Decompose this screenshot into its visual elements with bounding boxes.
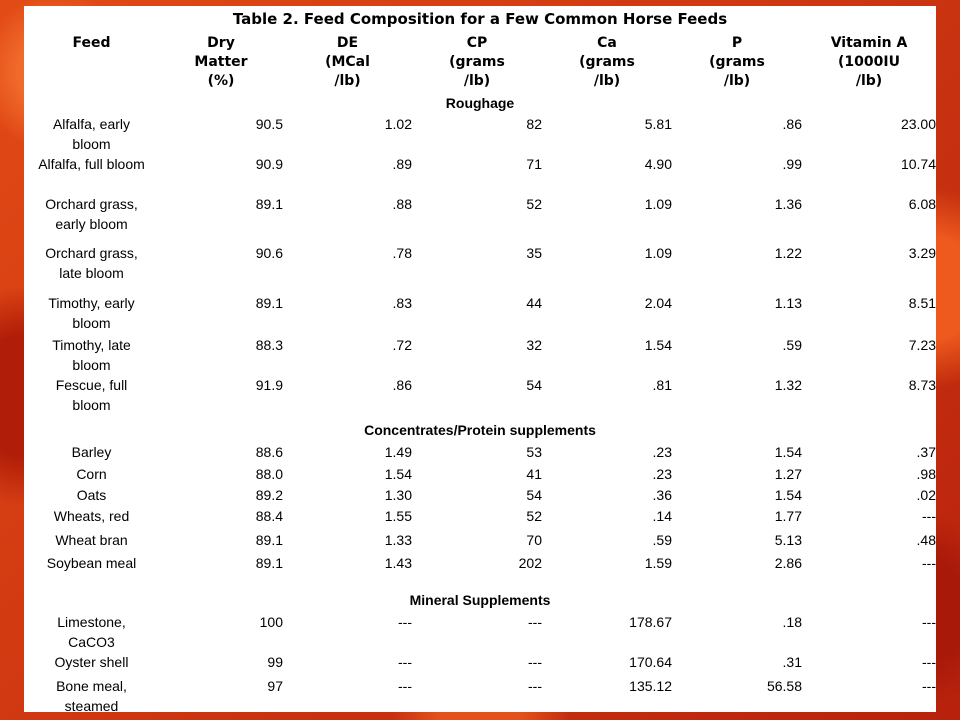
- vitamin-a-cell: 6.08: [908, 196, 937, 212]
- vitamin-a-cell: 8.73: [908, 377, 937, 393]
- p-cell: 1.36: [774, 196, 802, 212]
- feed-composition-table: [24, 6, 936, 720]
- dry-matter-cell: 89.1: [255, 295, 283, 311]
- ca-cell: .23: [652, 444, 672, 460]
- ca-cell: .36: [652, 487, 672, 503]
- table-row: [24, 243, 936, 293]
- feed-name-cell: Limestone, CaCO3: [57, 614, 126, 650]
- dry-matter-cell: 89.1: [255, 555, 283, 571]
- dry-matter-cell: 97: [267, 678, 283, 694]
- column-header-cp: CP (grams /lb): [449, 35, 505, 89]
- table-row: [24, 194, 936, 243]
- vitamin-a-cell: ---: [922, 678, 937, 694]
- de-cell: 1.30: [384, 487, 412, 503]
- p-cell: 1.77: [774, 508, 802, 524]
- feed-name-cell: Oats: [76, 487, 107, 503]
- column-header-de: DE (MCal /lb): [325, 35, 370, 89]
- ca-cell: 5.81: [644, 116, 672, 132]
- feed-name-cell: Oyster shell: [54, 654, 129, 670]
- p-cell: 1.32: [774, 377, 802, 393]
- vitamin-a-cell: ---: [922, 654, 937, 670]
- ca-cell: 4.90: [644, 156, 672, 172]
- table-row: [24, 612, 936, 652]
- p-cell: 2.86: [774, 555, 802, 571]
- cp-cell: 41: [526, 466, 542, 482]
- ca-cell: 170.64: [629, 654, 672, 670]
- cp-cell: 44: [526, 295, 542, 311]
- vitamin-a-cell: 7.23: [908, 337, 937, 353]
- p-cell: .59: [782, 337, 802, 353]
- dry-matter-cell: 88.6: [255, 444, 283, 460]
- p-cell: 1.13: [774, 295, 802, 311]
- table-row: [24, 375, 936, 415]
- section-label-roughage: Roughage: [445, 95, 515, 111]
- de-cell: .78: [392, 245, 412, 261]
- de-cell: ---: [398, 654, 412, 670]
- feed-name-cell: Alfalfa, early bloom: [52, 116, 131, 152]
- column-header-vitamin-a: Vitamin A (1000IU /lb): [830, 35, 908, 89]
- content-panel: [24, 6, 936, 712]
- ca-cell: .14: [652, 508, 672, 524]
- cp-cell: 70: [526, 532, 542, 548]
- ca-cell: .23: [652, 466, 672, 482]
- dry-matter-cell: 88.0: [255, 466, 283, 482]
- vitamin-a-cell: ---: [922, 555, 937, 571]
- ca-cell: .59: [652, 532, 672, 548]
- vitamin-a-cell: 10.74: [900, 156, 937, 172]
- dry-matter-cell: 100: [259, 614, 283, 630]
- ca-cell: 135.12: [629, 678, 672, 694]
- dry-matter-cell: 89.1: [255, 532, 283, 548]
- p-cell: 1.54: [774, 444, 802, 460]
- vitamin-a-cell: 8.51: [908, 295, 937, 311]
- table-row: [24, 114, 936, 154]
- feed-name-cell: Orchard grass, late bloom: [45, 245, 138, 281]
- vitamin-a-cell: .37: [916, 444, 937, 460]
- p-cell: .18: [782, 614, 802, 630]
- cp-cell: ---: [528, 654, 542, 670]
- column-header-ca: Ca (grams /lb): [579, 35, 635, 89]
- feed-name-cell: Soybean meal: [46, 555, 137, 571]
- ca-cell: .81: [652, 377, 672, 393]
- vitamin-a-cell: .48: [916, 532, 937, 548]
- table-row: [24, 154, 936, 194]
- p-cell: .99: [782, 156, 802, 172]
- de-cell: .89: [392, 156, 412, 172]
- ca-cell: 1.09: [644, 196, 672, 212]
- cp-cell: 53: [526, 444, 542, 460]
- table-row: [24, 335, 936, 375]
- cp-cell: 202: [518, 555, 542, 571]
- section-row-minerals: [24, 581, 936, 612]
- feed-name-cell: Fescue, full bloom: [55, 377, 128, 413]
- cp-cell: 52: [526, 196, 542, 212]
- feed-name-cell: Wheats, red: [53, 508, 130, 524]
- de-cell: .72: [392, 337, 412, 353]
- ca-cell: 2.04: [644, 295, 672, 311]
- de-cell: ---: [398, 678, 412, 694]
- cp-cell: 82: [526, 116, 542, 132]
- column-header-feed: Feed: [72, 35, 111, 51]
- cp-cell: 54: [526, 487, 542, 503]
- p-cell: .31: [782, 654, 802, 670]
- table-row: [24, 485, 936, 506]
- column-header-p: P (grams /lb): [709, 35, 765, 89]
- de-cell: .86: [392, 377, 412, 393]
- cp-cell: 32: [526, 337, 542, 353]
- feed-name-cell: Wheat bran: [55, 532, 128, 548]
- section-label-concentrates: Concentrates/Protein supplements: [364, 422, 596, 438]
- p-cell: 56.58: [766, 678, 802, 694]
- de-cell: 1.43: [384, 555, 412, 571]
- dry-matter-cell: 91.9: [255, 377, 283, 393]
- ca-cell: 1.54: [644, 337, 672, 353]
- de-cell: 1.02: [384, 116, 412, 132]
- section-row-concentrates: [24, 415, 936, 442]
- de-cell: 1.49: [384, 444, 412, 460]
- ca-cell: 178.67: [629, 614, 672, 630]
- dry-matter-cell: 99: [267, 654, 283, 670]
- table-row: [24, 676, 936, 720]
- vitamin-a-cell: .02: [916, 487, 937, 503]
- dry-matter-cell: 90.9: [255, 156, 283, 172]
- p-cell: .86: [782, 116, 802, 132]
- cp-cell: 54: [526, 377, 542, 393]
- table-title: Table 2. Feed Composition for a Few Common Horse Feeds: [232, 10, 728, 28]
- table-body: [24, 94, 936, 720]
- p-cell: 1.27: [774, 466, 802, 482]
- table-row: [24, 506, 936, 530]
- cp-cell: 35: [526, 245, 542, 261]
- table-row: [24, 293, 936, 335]
- de-cell: .88: [392, 196, 412, 212]
- vitamin-a-cell: ---: [922, 614, 937, 630]
- dry-matter-cell: 89.1: [255, 196, 283, 212]
- cp-cell: ---: [528, 614, 542, 630]
- header-row: [24, 34, 936, 94]
- section-row-roughage: [24, 94, 936, 114]
- p-cell: 1.54: [774, 487, 802, 503]
- de-cell: .83: [392, 295, 412, 311]
- dry-matter-cell: 90.5: [255, 116, 283, 132]
- de-cell: 1.55: [384, 508, 412, 524]
- feed-name-cell: Timothy, late bloom: [52, 337, 131, 373]
- cp-cell: 71: [526, 156, 542, 172]
- p-cell: 1.22: [774, 245, 802, 261]
- dry-matter-cell: 88.3: [255, 337, 283, 353]
- cp-cell: ---: [528, 678, 542, 694]
- column-header-dry-matter: Dry Matter (%): [194, 35, 248, 89]
- vitamin-a-cell: ---: [922, 508, 937, 524]
- ca-cell: 1.59: [644, 555, 672, 571]
- feed-name-cell: Orchard grass, early bloom: [45, 196, 138, 232]
- dry-matter-cell: 90.6: [255, 245, 283, 261]
- table-row: [24, 530, 936, 553]
- feed-name-cell: Alfalfa, full bloom: [38, 156, 145, 172]
- vitamin-a-cell: 23.00: [900, 116, 937, 132]
- vitamin-a-cell: 3.29: [908, 245, 937, 261]
- feed-name-cell: Corn: [76, 466, 107, 482]
- feed-name-cell: Barley: [71, 444, 112, 460]
- de-cell: 1.33: [384, 532, 412, 548]
- de-cell: 1.54: [384, 466, 412, 482]
- table-row: [24, 553, 936, 581]
- section-label-minerals: Mineral Supplements: [409, 592, 551, 608]
- vitamin-a-cell: .98: [916, 466, 937, 482]
- ca-cell: 1.09: [644, 245, 672, 261]
- table-row: [24, 464, 936, 485]
- table-row: [24, 442, 936, 464]
- de-cell: ---: [398, 614, 412, 630]
- dry-matter-cell: 89.2: [255, 487, 283, 503]
- p-cell: 5.13: [774, 532, 802, 548]
- feed-name-cell: Timothy, early bloom: [48, 295, 135, 331]
- cp-cell: 52: [526, 508, 542, 524]
- feed-name-cell: Bone meal, steamed: [56, 678, 127, 714]
- table-row: [24, 652, 936, 676]
- dry-matter-cell: 88.4: [255, 508, 283, 524]
